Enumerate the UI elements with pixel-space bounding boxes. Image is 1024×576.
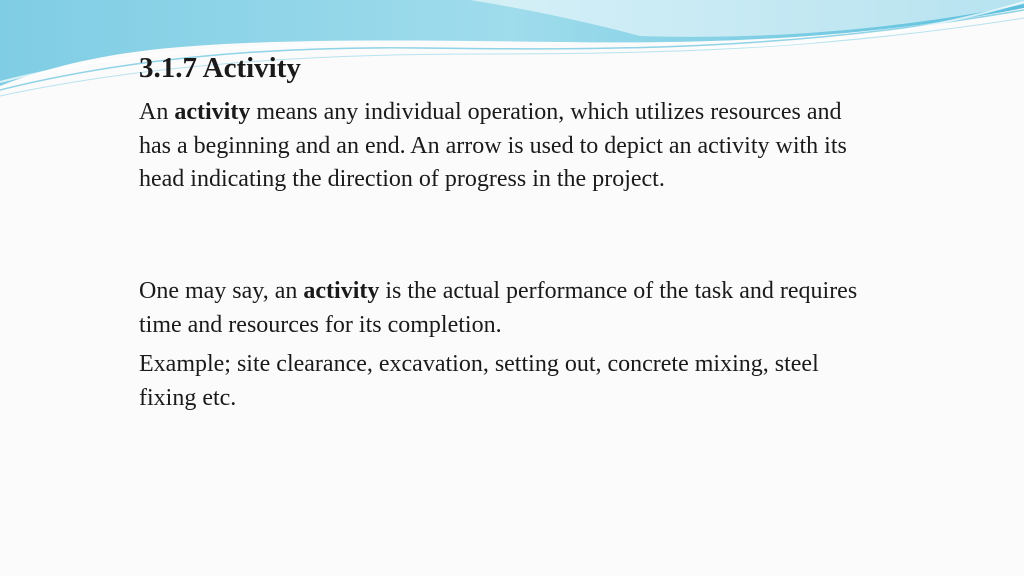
paragraph-1-post: means any individual operation, which utilizes resources and has a beginning and an end. An arrow is used to depict an activity with its head indicating the direction of progress in the project.: [139, 99, 847, 192]
slide-title: 3.1.7 Activity: [139, 52, 301, 84]
paragraph-1-pre: An: [139, 99, 175, 125]
paragraph-1-bold-term: activity: [174, 99, 251, 125]
paragraph-activity-performance: [139, 275, 899, 342]
paragraph-activity-definition: [139, 96, 859, 197]
paragraph-2-bold-term: activity: [303, 278, 380, 304]
paragraph-2-post: is the actual performance of the task and requires time and resources for its completion.: [139, 278, 858, 338]
paragraph-activity-example: Example; site clearance, excavation, setting out, concrete mixing, steel fixing etc.: [139, 351, 819, 411]
paragraph-2-pre: One may say, an: [139, 278, 304, 304]
